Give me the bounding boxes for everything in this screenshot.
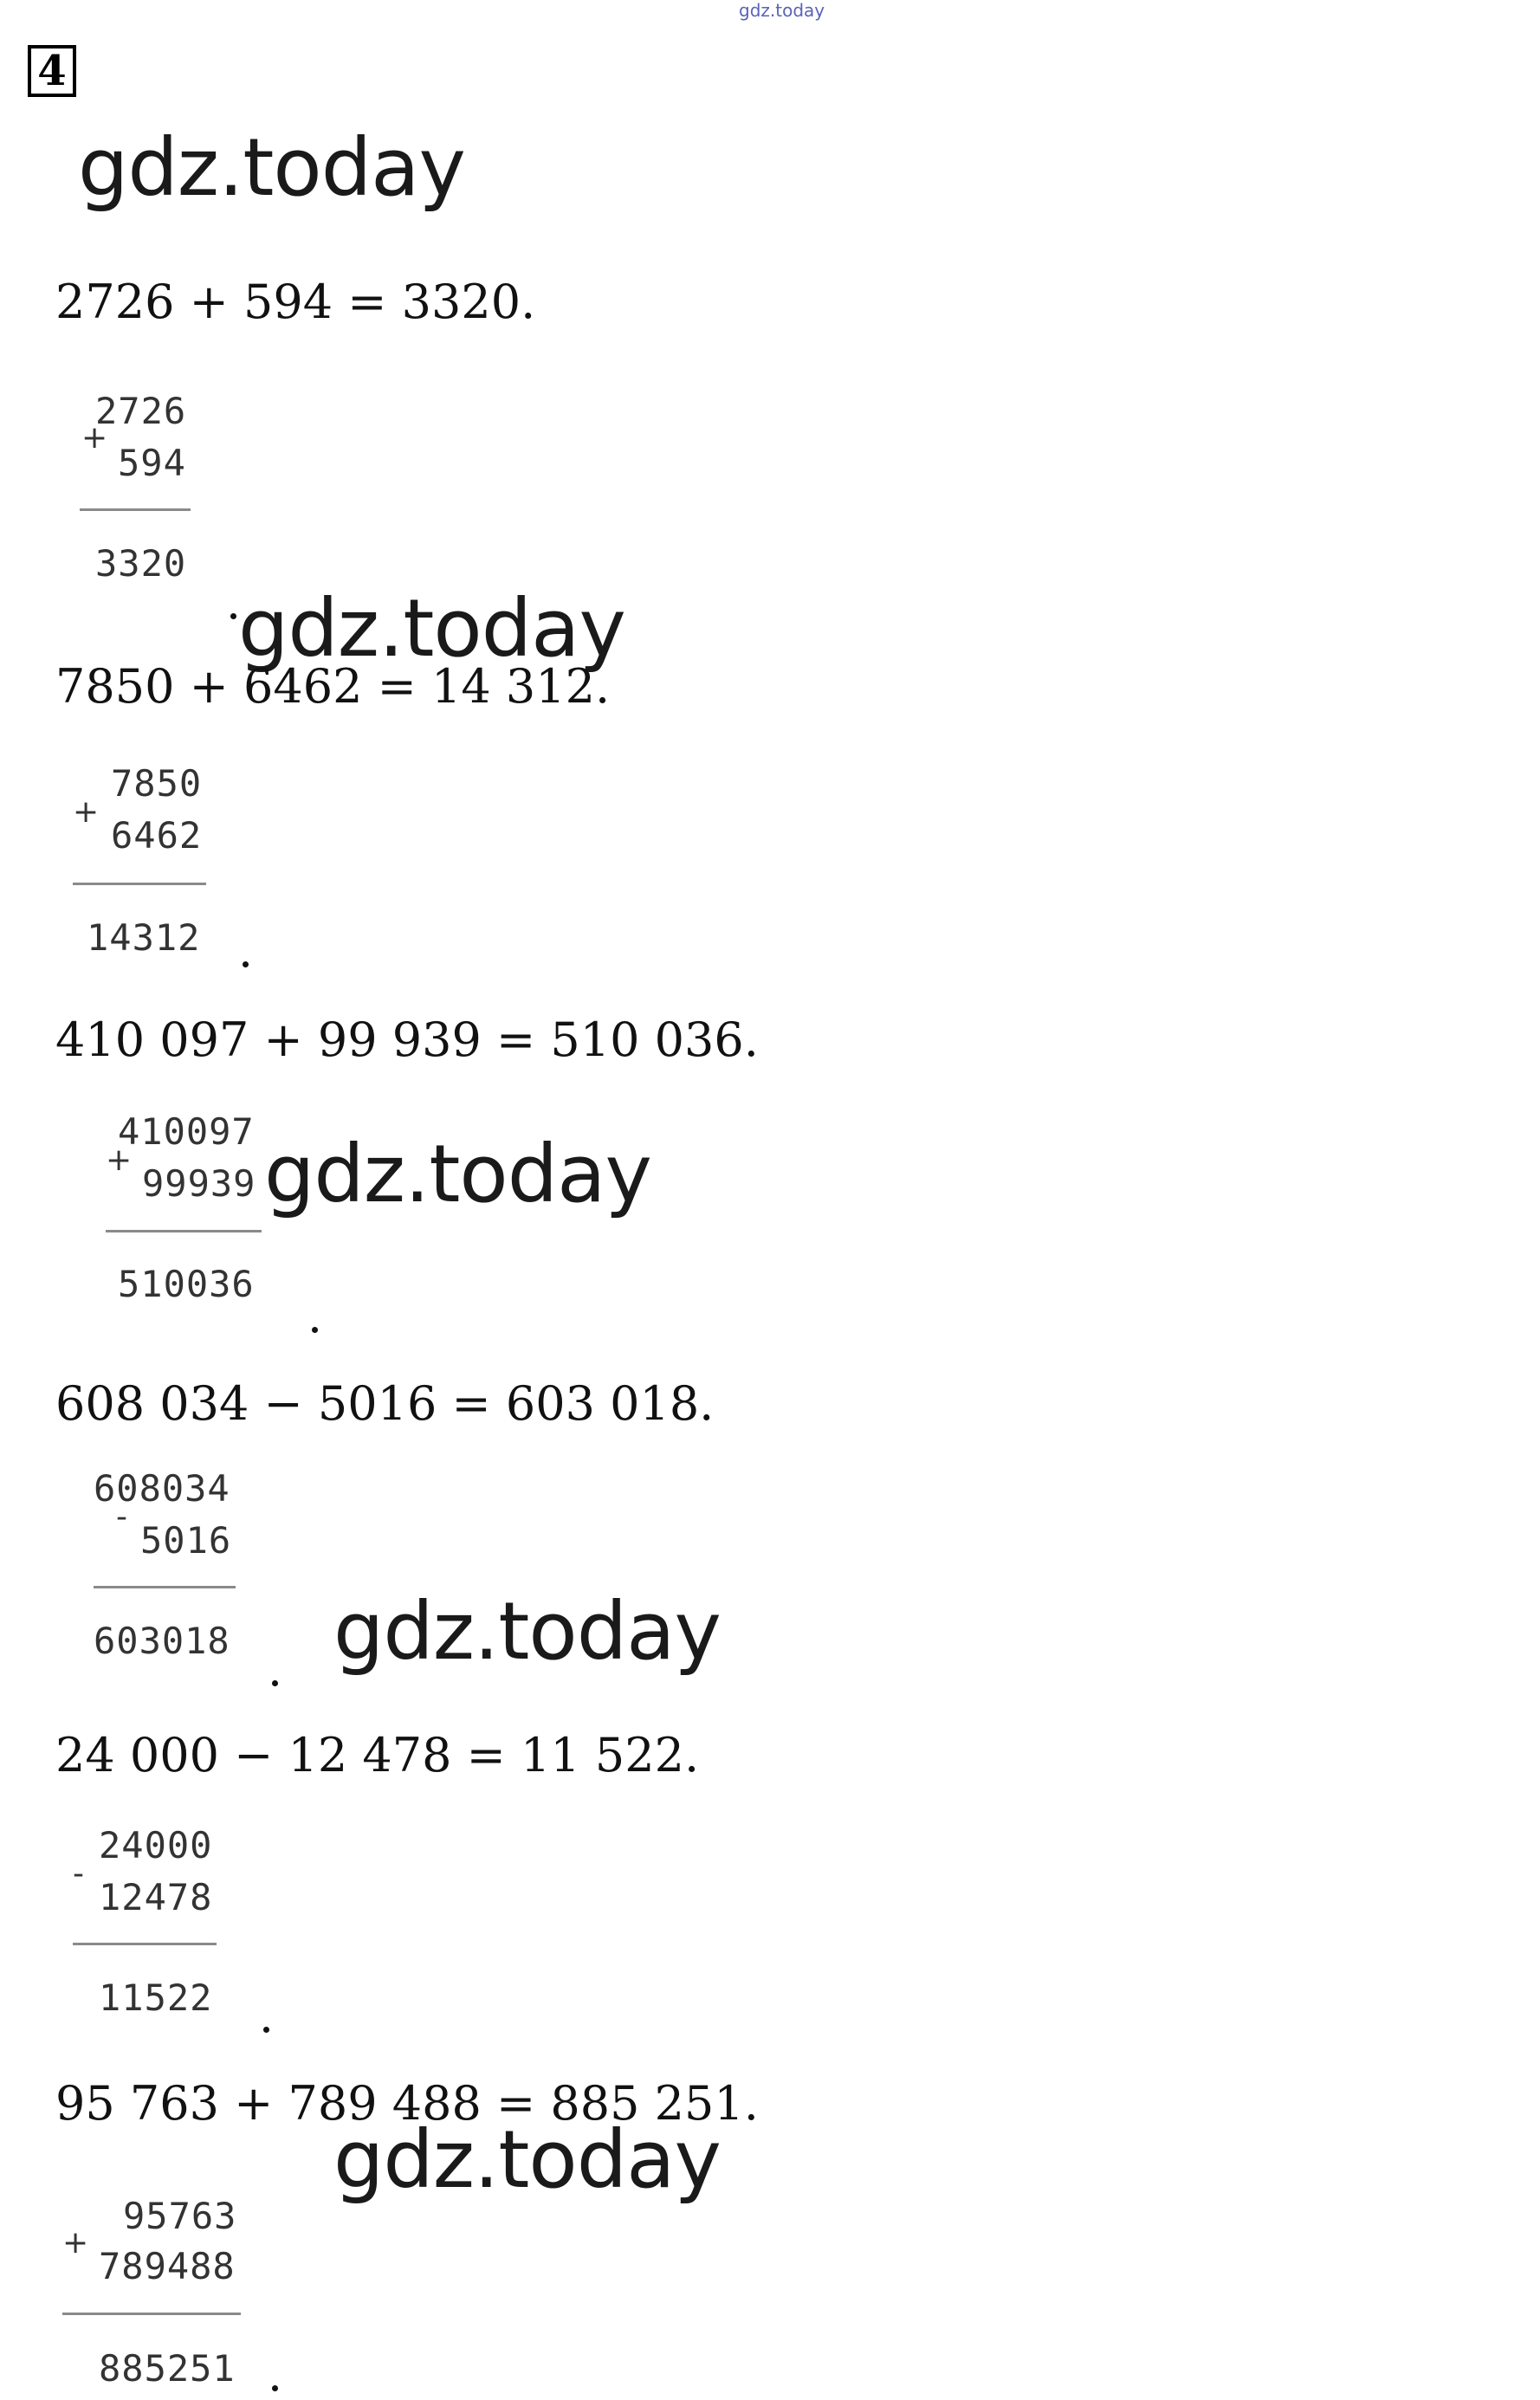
equation: 410 097 + 99 939 = 510 036. — [55, 1012, 759, 1067]
column-bottom-number: 12478 — [99, 1876, 213, 1918]
column-rule — [62, 2313, 241, 2315]
column-rule — [94, 1586, 236, 1588]
equation: 7850 + 6462 = 14 312. — [55, 659, 611, 714]
watermark: gdz.today — [264, 1128, 651, 1220]
equation: 24 000 − 12 478 = 11 522. — [55, 1728, 700, 1782]
period-dot — [230, 613, 236, 619]
watermark: gdz.today — [333, 1585, 721, 1678]
column-top-number: 95763 — [123, 2195, 237, 2237]
column-bottom-number: 99939 — [142, 1162, 256, 1205]
column-bottom-number: 5016 — [140, 1519, 232, 1562]
column-bottom-number: 789488 — [99, 2245, 236, 2287]
watermark: gdz.today — [238, 582, 625, 675]
column-rule — [80, 508, 191, 511]
column-operation-sign: + — [73, 794, 100, 830]
column-result: 3320 — [95, 542, 187, 585]
column-operation-sign: + — [62, 2225, 89, 2261]
equation: 95 763 + 789 488 = 885 251. — [55, 2076, 759, 2131]
column-operation-sign: - — [116, 1499, 127, 1535]
column-top-number: 2726 — [95, 390, 187, 432]
column-top-number: 7850 — [111, 762, 203, 805]
period-dot — [272, 2385, 278, 2391]
equation: 608 034 − 5016 = 603 018. — [55, 1376, 715, 1431]
period-dot — [272, 1680, 278, 1686]
watermark: gdz.today — [333, 2113, 721, 2206]
column-result: 14312 — [87, 916, 201, 959]
column-result: 11522 — [99, 1976, 213, 2019]
column-bottom-number: 594 — [118, 442, 186, 484]
top-watermark: gdz.today — [739, 0, 825, 21]
column-rule — [106, 1230, 262, 1232]
period-dot — [263, 2027, 269, 2033]
column-result: 603018 — [94, 1620, 230, 1662]
column-rule — [73, 1943, 217, 1945]
column-bottom-number: 6462 — [111, 814, 203, 857]
column-operation-sign: + — [81, 420, 108, 456]
column-result: 510036 — [118, 1263, 255, 1305]
period-dot — [312, 1327, 318, 1333]
column-operation-sign: - — [73, 1856, 84, 1892]
task-number-box: 4 — [28, 45, 76, 97]
watermark: gdz.today — [78, 121, 465, 214]
column-top-number: 410097 — [118, 1110, 255, 1153]
equation: 2726 + 594 = 3320. — [55, 275, 536, 329]
column-operation-sign: + — [106, 1142, 133, 1178]
column-top-number: 608034 — [94, 1467, 230, 1510]
column-rule — [73, 883, 206, 885]
column-result: 885251 — [99, 2347, 236, 2390]
column-top-number: 24000 — [99, 1824, 213, 1866]
period-dot — [243, 961, 249, 967]
